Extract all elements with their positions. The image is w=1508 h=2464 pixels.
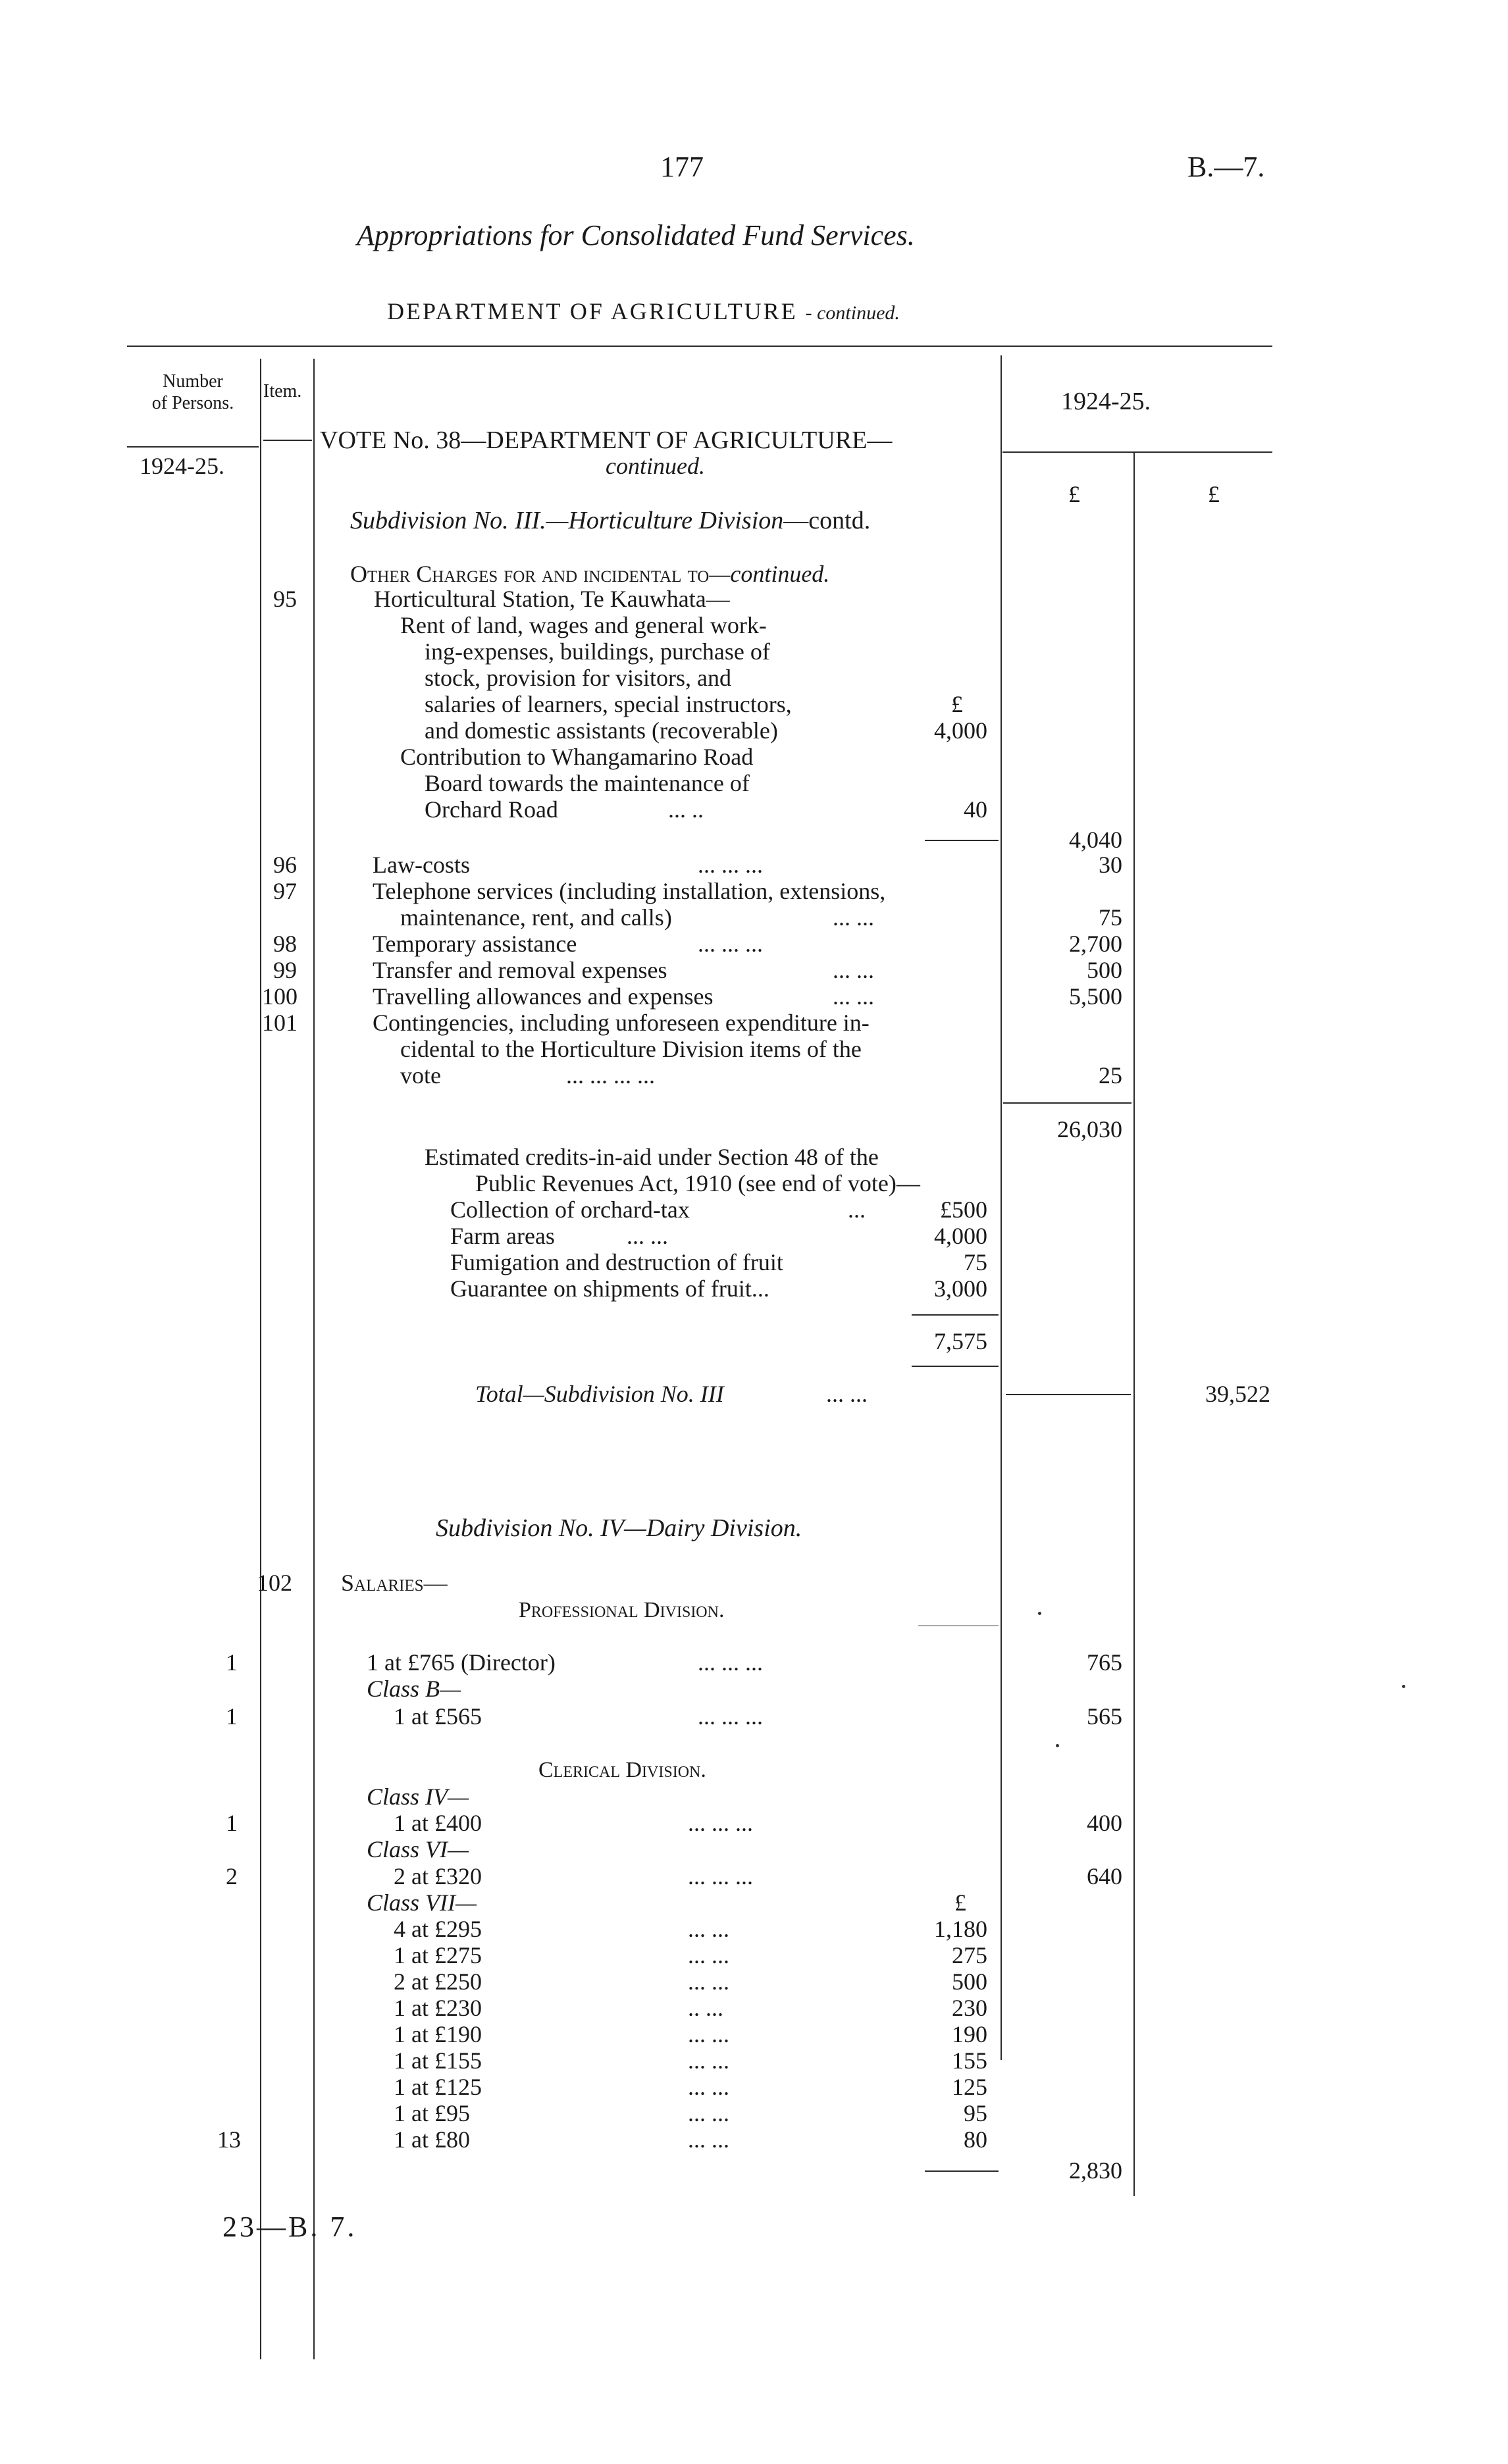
salary-amount: 565 <box>1087 1703 1122 1730</box>
leader-dots: ... ... ... ... <box>566 1062 655 1089</box>
item-column-rule <box>313 359 315 2359</box>
leader-dots: ... ... ... <box>688 1810 753 1836</box>
salary-amount: 275 <box>952 1942 987 1968</box>
vote-heading: VOTE No. 38—DEPARTMENT OF AGRICULTURE— <box>320 426 893 454</box>
professional-division-heading: Professional Division. <box>519 1598 725 1622</box>
item-number: 96 <box>273 852 297 878</box>
department-name: DEPARTMENT OF AGRICULTURE <box>387 298 798 324</box>
speck <box>1038 1612 1041 1615</box>
page-title: Appropriations for Consolidated Fund Services. <box>357 219 915 251</box>
persons-count: 13 <box>217 2126 241 2153</box>
rent-line: stock, provision for visitors, and <box>425 665 731 691</box>
leader-dots: ... ... ... <box>698 852 763 878</box>
item-amount: 2,700 <box>1069 931 1122 957</box>
station-total: 4,040 <box>1069 827 1122 853</box>
leader-dots: .. ... <box>688 1995 723 2021</box>
clerical-division-heading: Clerical Division. <box>538 1758 706 1782</box>
document-code: B.—7. <box>1187 151 1265 183</box>
persons-column-rule <box>260 359 261 2359</box>
leader-dots: ... ... <box>688 1942 729 1968</box>
other-charges-heading <box>350 562 829 586</box>
pound-sign-col2: £ <box>1208 481 1220 507</box>
subdivision3-subtotal: 26,030 <box>1057 1116 1122 1142</box>
salary-amount: 500 <box>952 1968 987 1995</box>
leader-dots: ... ... <box>688 2100 729 2126</box>
page-number: 177 <box>660 151 704 183</box>
rent-line: and domestic assistants (recoverable) <box>425 717 778 744</box>
footer-signature: 23—B. 7. <box>222 2211 357 2243</box>
salary-row-label: 1 at £400 <box>394 1810 482 1836</box>
persons-header-line2: of Persons. <box>151 393 234 413</box>
subdivision4-heading: Subdivision No. IV—Dairy Division. <box>436 1514 802 1542</box>
salary-row-label: 1 at £80 <box>394 2126 470 2153</box>
salary-row-label: 4 at £295 <box>394 1916 482 1942</box>
subdivision3-total: 39,522 <box>1205 1381 1270 1407</box>
leader-dots: ... ... <box>688 1916 729 1942</box>
item-number: 95 <box>273 586 297 612</box>
item-amount: 30 <box>1099 852 1122 878</box>
credit-label: Guarantee on shipments of fruit... <box>450 1275 769 1302</box>
leader-dots: ... ... <box>688 1968 729 1995</box>
item-label: Law-costs <box>373 852 470 878</box>
persons-header-rule <box>127 446 259 448</box>
salary-amount: 230 <box>952 1995 987 2021</box>
rent-line: Rent of land, wages and general work- <box>400 612 767 638</box>
salary-row-label: 1 at £95 <box>394 2100 470 2126</box>
item-header-rule <box>263 440 312 441</box>
salary-row-label: 1 at £190 <box>394 2021 482 2047</box>
leader-dots: ... ... ... <box>698 1703 763 1730</box>
class-heading: Class IV— <box>367 1784 469 1810</box>
item-amount: 75 <box>1099 904 1122 931</box>
speck <box>1402 1685 1405 1688</box>
station-heading: Horticultural Station, Te Kauwhata— <box>374 586 730 612</box>
credit-amount: 4,000 <box>934 1223 987 1249</box>
item-number: 99 <box>273 957 297 983</box>
salary-row-label: 1 at £565 <box>394 1703 482 1730</box>
item-amount: 5,500 <box>1069 983 1122 1010</box>
table-top-rule <box>127 346 1272 347</box>
year-header: 1924-25. <box>1061 388 1151 415</box>
item-number: 101 <box>262 1010 298 1036</box>
sum-rule <box>925 2170 999 2172</box>
salary-amount: 1,180 <box>934 1916 987 1942</box>
amount-column-rule <box>1001 355 1002 2060</box>
item-label-cont: vote <box>400 1062 441 1089</box>
salary-amount: 640 <box>1087 1863 1122 1889</box>
credits-heading-cont: Public Revenues Act, 1910 (see end of vote)— <box>475 1170 920 1196</box>
leader-dots: ... ... <box>833 983 874 1010</box>
salary-amount: 190 <box>952 2021 987 2047</box>
salaries-heading: Salaries— <box>341 1570 448 1596</box>
department-continued: - continued. <box>805 302 900 324</box>
class-heading: Class B— <box>367 1676 461 1702</box>
leader-dots: ... ... <box>688 2074 729 2100</box>
item-label: Telephone services (including installation, extensions, <box>373 878 886 904</box>
pound-sign-col1: £ <box>1068 481 1080 507</box>
salary-amount: 95 <box>964 2100 987 2126</box>
salary-amount: 80 <box>964 2126 987 2153</box>
item-label: Travelling allowances and expenses <box>373 983 714 1010</box>
item-header: Item. <box>263 381 302 401</box>
credit-amount: £500 <box>940 1196 987 1223</box>
subdivision3-contd: —contd. <box>783 507 871 534</box>
sum-rule <box>1006 1394 1131 1395</box>
leader-dots: ... ... <box>688 2047 729 2074</box>
item-number: 100 <box>262 983 298 1010</box>
credits-total: 7,575 <box>934 1328 987 1354</box>
salary-row-label: 1 at £125 <box>394 2074 482 2100</box>
vote-continued: continued. <box>606 453 705 479</box>
contribution-amount: 40 <box>964 796 987 823</box>
contribution-line: Contribution to Whangamarino Road <box>400 744 754 770</box>
sum-rule <box>912 1366 999 1367</box>
class-heading: Class VI— <box>367 1836 469 1862</box>
salary-amount: 125 <box>952 2074 987 2100</box>
salary-amount: 765 <box>1087 1649 1122 1676</box>
leader-dots: ... ... ... <box>698 1649 763 1676</box>
leader-dots: ... ... <box>688 2126 729 2153</box>
leader-dots: ... ... <box>688 2021 729 2047</box>
persons-count: 1 <box>226 1810 238 1836</box>
leader-dots: ... ... <box>833 904 874 931</box>
credit-label: Collection of orchard-tax <box>450 1196 690 1223</box>
rent-pound-sign: £ <box>951 691 963 717</box>
item-amount: 500 <box>1087 957 1122 983</box>
class7-total: 2,830 <box>1069 2157 1122 2184</box>
credit-amount: 75 <box>964 1249 987 1275</box>
subdivision3-total-label: Total—Subdivision No. III <box>475 1381 724 1407</box>
leader-dots: ... ... ... <box>698 931 763 957</box>
persons-year-label: 1924-25. <box>140 453 224 479</box>
speck <box>1056 1744 1059 1747</box>
leader-dots: ... .. <box>668 796 704 823</box>
leader-dots: ... ... <box>826 1381 868 1407</box>
department-heading <box>387 299 900 323</box>
persons-count: 1 <box>226 1703 238 1730</box>
sum-rule <box>925 840 999 841</box>
leader-dots: ... <box>848 1196 866 1223</box>
item-label: Transfer and removal expenses <box>373 957 667 983</box>
sum-rule <box>1003 1102 1131 1104</box>
class-heading: Class VII— <box>367 1889 477 1916</box>
subdivision3-title: Subdivision No. III.—Horticulture Division <box>350 507 784 534</box>
item-amount: 25 <box>1099 1062 1122 1089</box>
item-number: 102 <box>257 1570 292 1596</box>
persons-count: 2 <box>226 1863 238 1889</box>
sum-rule <box>912 1314 999 1316</box>
leader-dots: ... ... <box>627 1223 668 1249</box>
contribution-line: Board towards the maintenance of <box>425 770 750 796</box>
salary-row-label: 2 at £250 <box>394 1968 482 1995</box>
rent-amount: 4,000 <box>934 717 987 744</box>
salary-amount: 155 <box>952 2047 987 2074</box>
salary-row-label: 1 at £765 (Director) <box>367 1649 556 1676</box>
persons-count: 1 <box>226 1649 238 1676</box>
item-number: 98 <box>273 931 297 957</box>
subtotal-column-rule <box>1133 452 1135 2196</box>
credit-amount: 3,000 <box>934 1275 987 1302</box>
salary-amount: 400 <box>1087 1810 1122 1836</box>
persons-header-line1: Number <box>163 371 223 392</box>
item-label-cont: maintenance, rent, and calls) <box>400 904 672 931</box>
rent-line: salaries of learners, special instructors, <box>425 691 792 717</box>
leader-dots: ... ... <box>833 957 874 983</box>
salary-row-label: 1 at £230 <box>394 1995 482 2021</box>
credits-heading: Estimated credits-in-aid under Section 48 of the <box>425 1144 879 1170</box>
salary-row-label: 2 at £320 <box>394 1863 482 1889</box>
other-charges-label: Other Charges for and incidental to <box>350 561 710 587</box>
item-number: 97 <box>273 878 297 904</box>
item-label: Contingencies, including unforeseen expenditure in- <box>373 1010 870 1036</box>
subdivision3-heading <box>350 508 870 533</box>
item-label-cont: cidental to the Horticulture Division items of the <box>400 1036 862 1062</box>
item-label: Temporary assistance <box>373 931 577 957</box>
year-header-rule <box>1002 451 1272 453</box>
contribution-line: Orchard Road <box>425 796 558 823</box>
leader-dots: ... ... ... <box>688 1863 753 1889</box>
class7-pound-sign: £ <box>954 1889 966 1916</box>
salary-row-label: 1 at £155 <box>394 2047 482 2074</box>
rent-line: ing-expenses, buildings, purchase of <box>425 638 770 665</box>
other-charges-continued: —continued. <box>709 561 830 587</box>
credit-label: Farm areas <box>450 1223 555 1249</box>
salary-row-label: 1 at £275 <box>394 1942 482 1968</box>
credit-label: Fumigation and destruction of fruit <box>450 1249 783 1275</box>
